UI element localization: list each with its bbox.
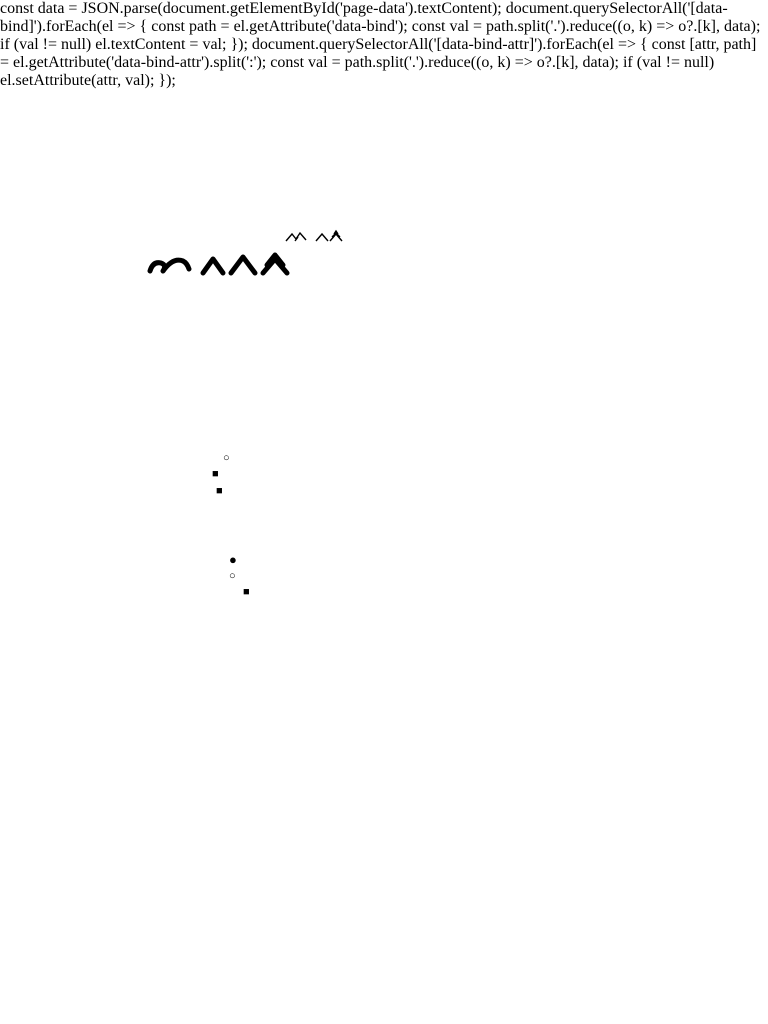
bullet-square: ■ xyxy=(216,485,223,497)
bullet-circle: ○ xyxy=(229,570,236,582)
lontara-script-small-icon xyxy=(284,229,344,243)
bullet-disc: ● xyxy=(229,552,237,567)
bullet-square: ■ xyxy=(243,586,250,598)
lontara-script-large-icon xyxy=(147,249,295,277)
bullet-square: ■ xyxy=(212,468,219,480)
bullet-circle: ○ xyxy=(223,452,230,464)
